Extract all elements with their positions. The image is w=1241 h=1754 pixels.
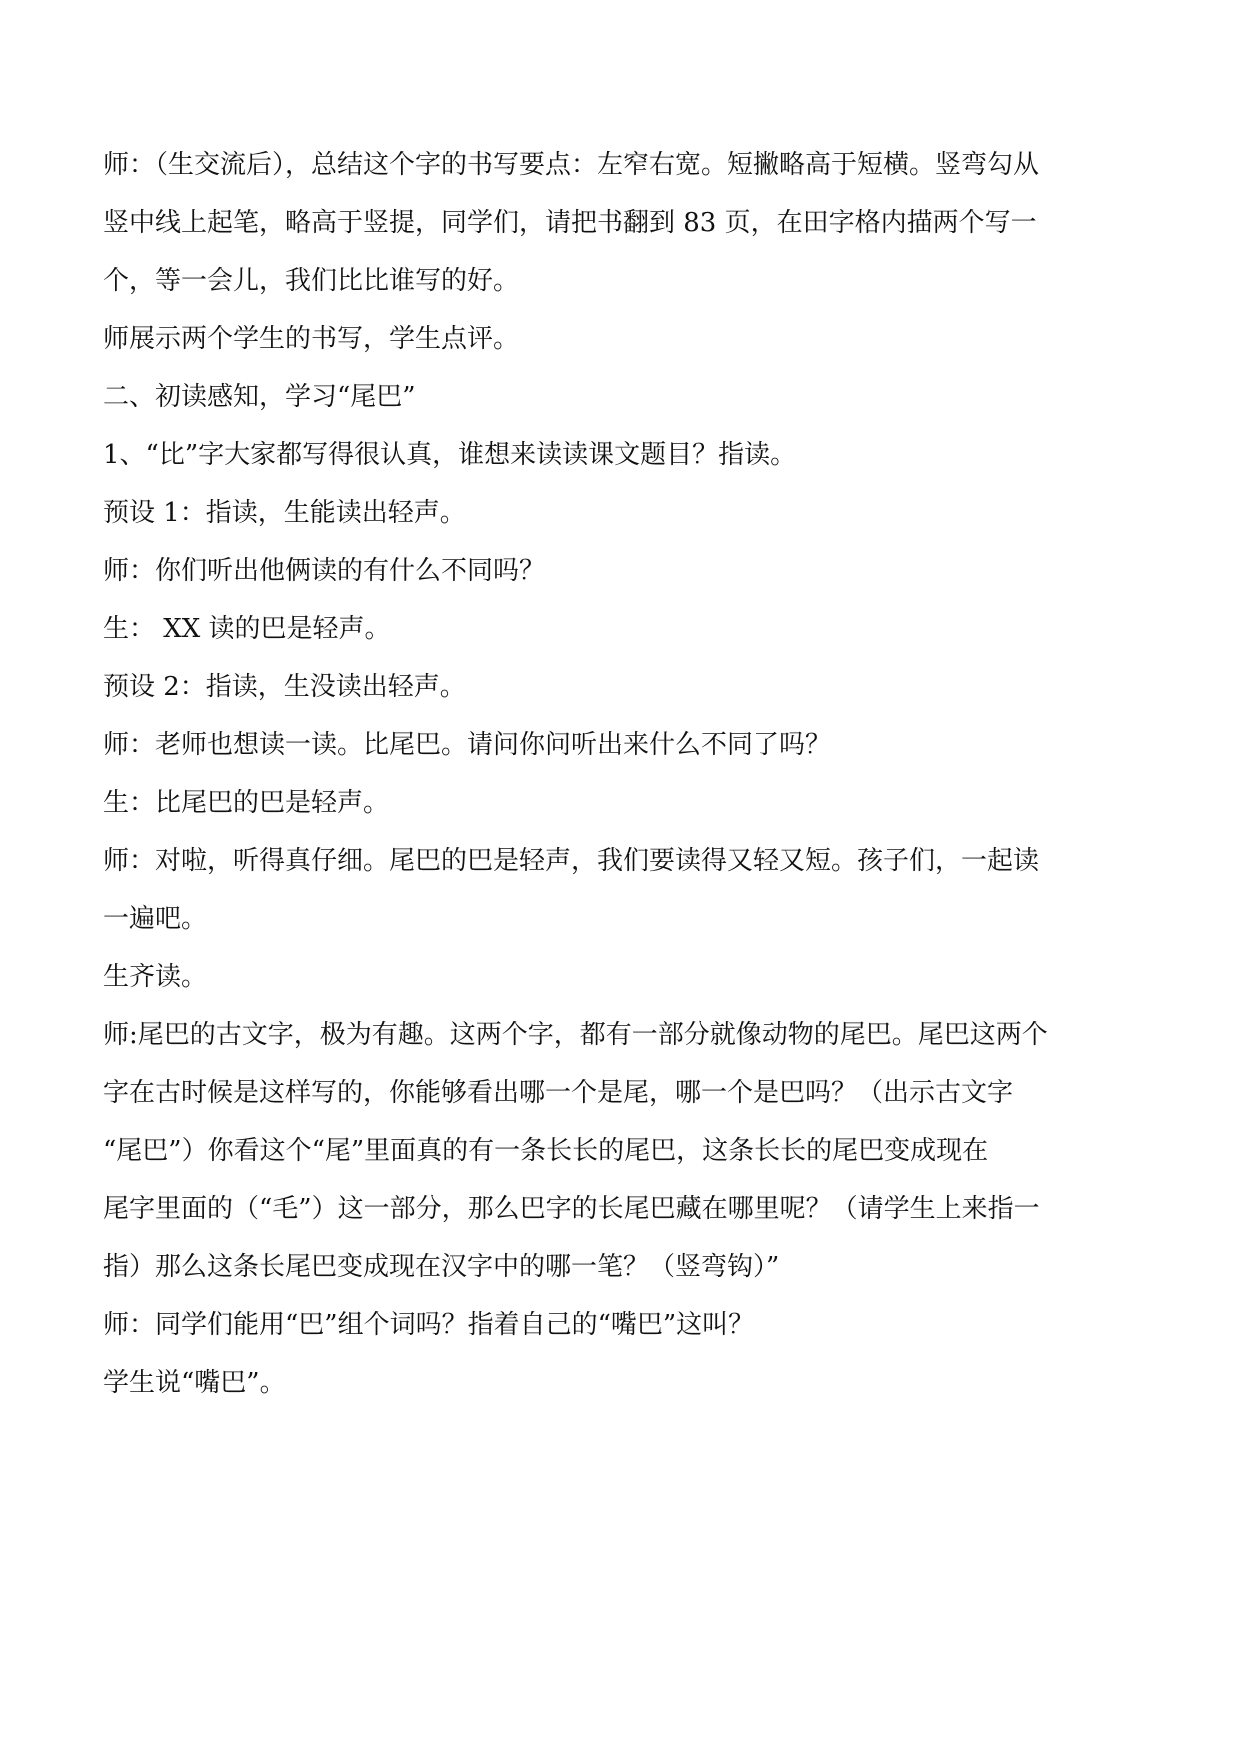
- paragraph-line: 1、“比”字大家都写得很认真，谁想来读读课文题目？指读。: [103, 440, 797, 470]
- paragraph-line: 师：老师也想读一读。比尾巴。请问你问听出来什么不同了吗？: [103, 730, 832, 760]
- paragraph-line: 学生说“嘴巴”。: [103, 1368, 286, 1398]
- paragraph-line: 师：对啦，听得真仔细。尾巴的巴是轻声，我们要读得又轻又短。孩子们，一起读: [103, 846, 1040, 876]
- paragraph-line: 生齐读。: [103, 962, 208, 992]
- paragraph-line: 竖中线上起笔，略高于竖提，同学们，请把书翻到 83 页，在田字格内描两个写一: [103, 208, 1037, 238]
- paragraph-line: 字在古时候是这样写的，你能够看出哪一个是尾，哪一个是巴吗？（出示古文字: [103, 1078, 1014, 1108]
- paragraph-line: 个，等一会儿，我们比比谁写的好。: [103, 266, 520, 296]
- paragraph-line: 预设 1：指读，生能读出轻声。: [103, 498, 466, 528]
- paragraph-line: 师：同学们能用“巴”组个词吗？指着自己的“嘴巴”这叫？: [103, 1310, 755, 1340]
- paragraph-line: 尾字里面的（“毛”）这一部分，那么巴字的长尾巴藏在哪里呢？（请学生上来指一: [103, 1194, 1040, 1224]
- paragraph-line: 师展示两个学生的书写，学生点评。: [103, 324, 520, 354]
- paragraph-line: 指）那么这条长尾巴变成现在汉字中的哪一笔？（竖弯钩）”: [103, 1252, 780, 1282]
- paragraph-line: 预设 2：指读，生没读出轻声。: [103, 672, 466, 702]
- paragraph-line: 师：你们听出他俩读的有什么不同吗？: [103, 556, 546, 586]
- paragraph-line: 师:尾巴的古文字，极为有趣。这两个字，都有一部分就像动物的尾巴。尾巴这两个: [103, 1020, 1048, 1050]
- paragraph-line: 师：（生交流后），总结这个字的书写要点：左窄右宽。短撇略高于短横。竖弯勾从: [103, 150, 1040, 180]
- section-heading: 二、初读感知，学习“尾巴”: [103, 382, 416, 412]
- paragraph-line: 生： XX 读的巴是轻声。: [103, 614, 391, 644]
- paragraph-line: “尾巴”）你看这个“尾”里面真的有一条长长的尾巴，这条长长的尾巴变成现在: [103, 1136, 989, 1166]
- paragraph-line: 一遍吧。: [103, 904, 208, 934]
- paragraph-line: 生：比尾巴的巴是轻声。: [103, 788, 390, 818]
